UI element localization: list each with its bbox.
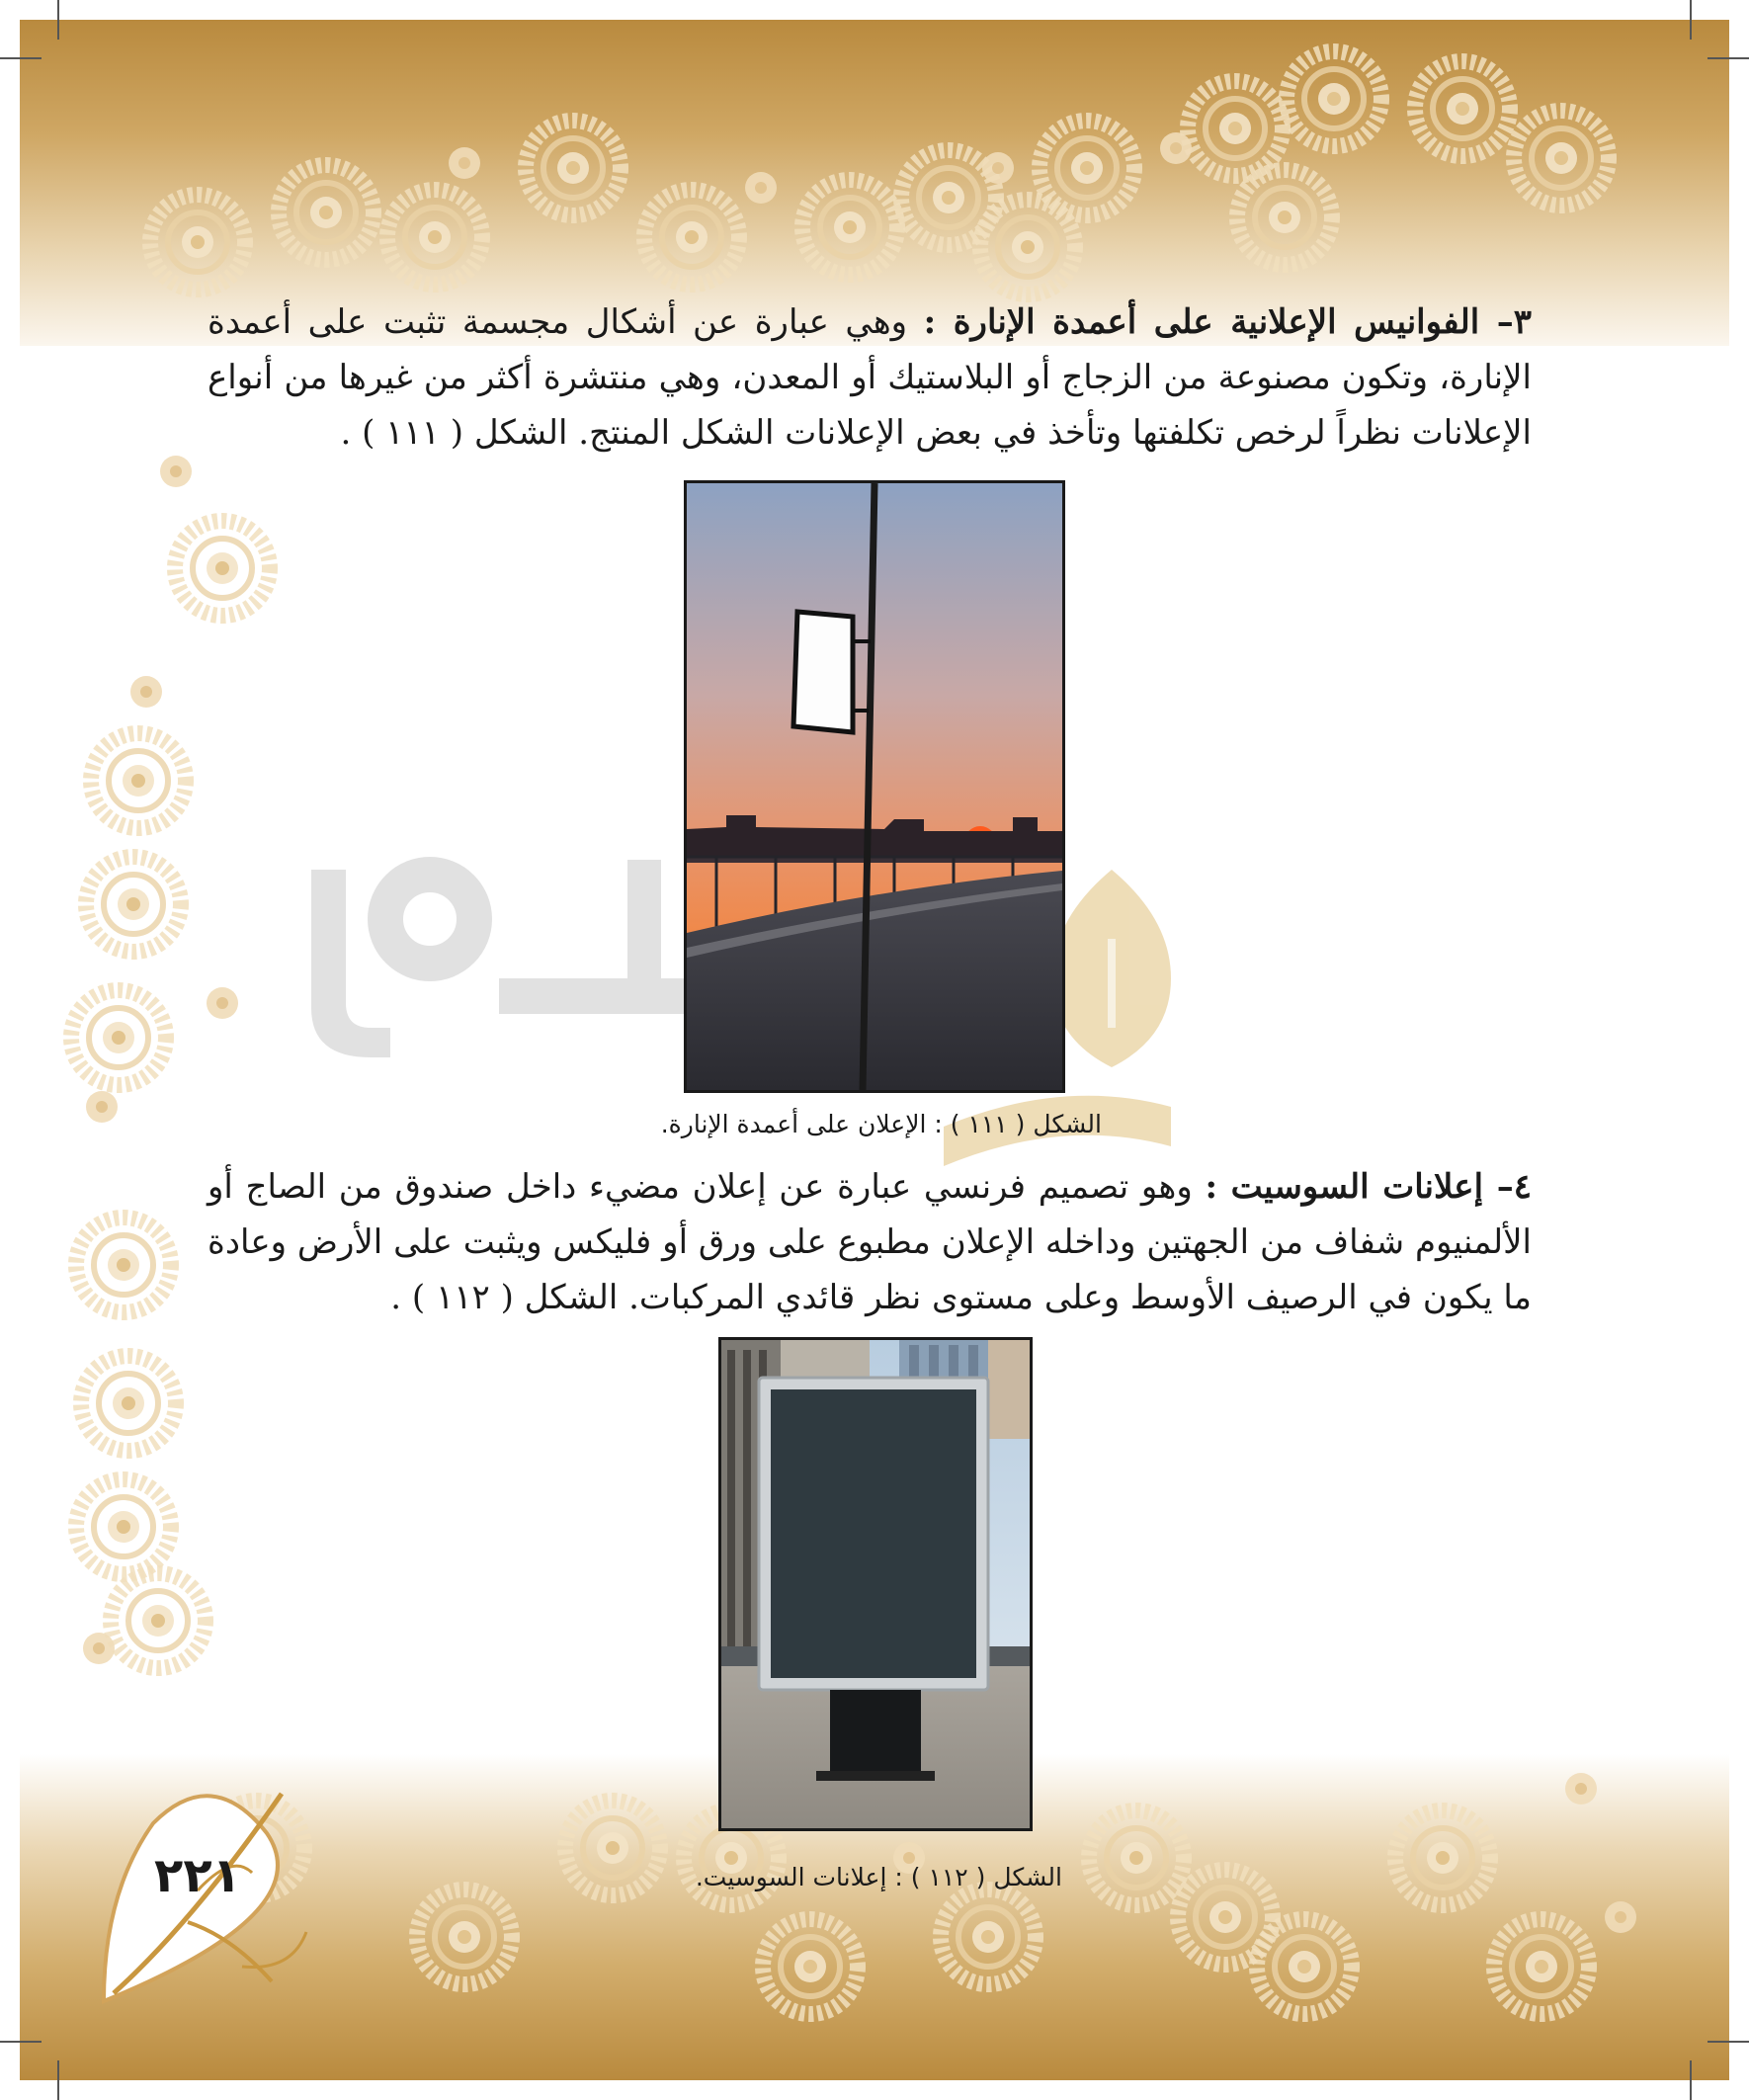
section-3-paragraph [208,294,1532,461]
section-4-heading: ٤– إعلانات السوسيت : [1205,1167,1532,1207]
section-3-body: وهي عبارة عن أشكال مجسمة تثبت على أعمدة الإنارة، وتكون مصنوعة من الزجاج أو البلاستيك أو المعدن، وهي منتشرة أكثر من غيرها من أنواع الإعلانات نظراً لرخص تكلفتها وتأخذ في بعض الإعلانات الشكل المنتج. الشكل ( ١١١ ) . [208,302,1532,453]
figure-112-photo [718,1337,1033,1831]
section-3-heading: ٣– الفوانيس الإعلانية على أعمدة الإنارة : [923,302,1533,342]
page-number: ٢٢١ [154,1848,241,1903]
figure-111-photo [684,480,1065,1093]
figure-111-caption: الشكل ( ١١١ ) : الإعلان على أعمدة الإنارة. [660,1110,1102,1138]
figure-112-caption: الشكل ( ١١٢ ) : إعلانات السوسيت. [695,1863,1062,1891]
section-4-paragraph [208,1159,1532,1325]
section-4-body: وهو تصميم فرنسي عبارة عن إعلان مضيء داخل صندوق من الصاج أو الألمنيوم شفاف من الجهتين وداخله الإعلان مطبوع على ورق أو فليكس ويثبت على الأرض وعادة ما يكون في الرصيف الأوسط وعلى مستوى نظر قائدي المركبات. الشكل ( ١١٢ ) . [208,1167,1532,1317]
